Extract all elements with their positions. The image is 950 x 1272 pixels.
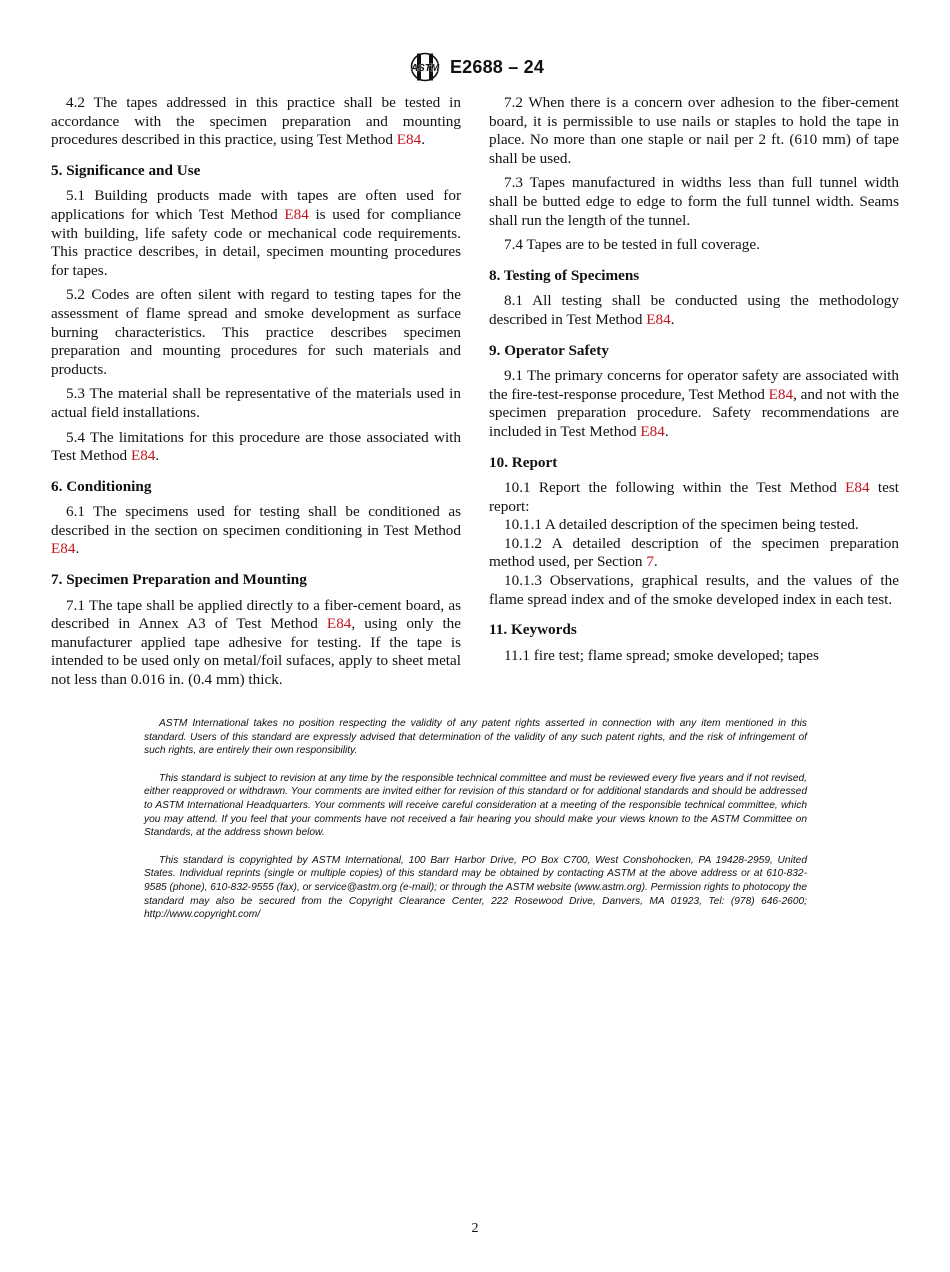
paragraph-5-3: 5.3 The material shall be representative of the materials used in actual field installations.	[51, 385, 461, 421]
right-column	[489, 94, 899, 671]
section-heading-7: 7. Specimen Preparation and Mounting	[51, 571, 307, 589]
reference-link[interactable]: E84	[396, 131, 422, 149]
copyright-notice: This standard is copyrighted by ASTM International, 100 Barr Harbor Drive, PO Box C700, West Conshohocken, PA 19428-2959, United States. Individual reprints (single or multiple copies) of this standard may be obtained by contacting ASTM at the above address or at 610-832-9585 (phone), 610-832-9555 (fax), or service@astm.org (e-mail); or through the ASTM website (www.astm.org). Permission rights to photocopy the standard may also be secured from the Copyright Clearance Center, 222 Rosewood Drive, Danvers, MA 01923, Tel: (978) 646-2600; http://www.copyright.com/	[144, 854, 807, 921]
revision-notice: This standard is subject to revision at any time by the responsible technical committee and must be reviewed every five years and if not revised, either reapproved or withdrawn. Your comments are invited either for revision of this standard or for additional standards and should be addressed to ASTM International Headquarters. Your comments will receive careful consideration at a meeting of the responsible technical committee, which you may attend. If you feel that your comments have not received a fair hearing you should make your views known to the ASTM Committee on Standards, at the address shown below.	[144, 772, 807, 839]
paragraph-5-1: 5.1 Building products made with tapes are often used for applications for which Test Method E84 is used for compliance with building, life safety code or mechanical code requirements. This practice describes, in detail, specimen mounting procedures for tapes.	[51, 187, 461, 279]
section-link[interactable]: 7	[646, 553, 654, 571]
paragraph-10-1: 10.1 Report the following within the Test Method E84 test report:	[489, 479, 899, 515]
reference-link[interactable]: E84	[845, 479, 870, 497]
legal-notices	[144, 717, 807, 936]
section-heading-11: 11. Keywords	[489, 621, 577, 639]
section-heading-6: 6. Conditioning	[51, 477, 152, 495]
paragraph-11-1: 11.1 fire test; flame spread; smoke developed; tapes	[504, 646, 819, 664]
reference-link[interactable]: E84	[768, 385, 794, 403]
paragraph-6-1: 6.1 The specimens used for testing shall be conditioned as described in the section on specimen conditioning in Test Method E84.	[51, 503, 461, 558]
page-header	[0, 52, 950, 87]
reference-link[interactable]: E84	[51, 540, 76, 558]
astm-logo-icon	[406, 52, 444, 82]
section-heading-10: 10. Report	[489, 453, 558, 471]
paragraph-10-1-1: 10.1.1 A detailed description of the specimen being tested.	[504, 516, 859, 534]
paragraph-5-4: 5.4 The limitations for this procedure are those associated with Test Method E84.	[51, 428, 461, 465]
document-id: E2688 – 24	[449, 56, 545, 77]
section-heading-8: 8. Testing of Specimens	[489, 266, 640, 284]
paragraph-10-1-2: 10.1.2 A detailed description of the specimen preparation method used, per Section 7.	[489, 534, 899, 571]
reference-link[interactable]: E84	[130, 447, 156, 465]
reference-link[interactable]: E84	[326, 615, 352, 633]
paragraph-7-2: 7.2 When there is a concern over adhesion to the fiber-cement board, it is permissible to use nails or staples to hold the tape in place. No more than one staple or nail per 2 ft. (610 mm) of tape shall be used.	[489, 94, 899, 167]
logo-text: ASTM	[410, 63, 440, 74]
paragraph-10-1-3: 10.1.3 Observations, graphical results, and the values of the flame spread index and of the smoke developed index in each test.	[489, 572, 899, 608]
reference-link[interactable]: E84	[646, 310, 671, 328]
reference-link[interactable]: E84	[284, 205, 309, 223]
paragraph-7-1: 7.1 The tape shall be applied directly to a fiber-cement board, as described in Annex A3 of Test Method E84, using only the manufacturer applied tape adhesive for testing. If the tape is intended to be used only on metal/foil sufaces, apply to sheet metal not less than 0.016 in. (0.4 mm) thick.	[51, 596, 462, 689]
paragraph-8-1: 8.1 All testing shall be conducted using the methodology described in Test Method E84.	[489, 292, 899, 328]
left-column	[51, 94, 461, 696]
paragraph-7-3: 7.3 Tapes manufactured in widths less than full tunnel width shall be butted edge to edge to form the full tunnel width. Seams shall run the length of the tunnel.	[489, 174, 899, 229]
paragraph-5-2: 5.2 Codes are often silent with regard to testing tapes for the assessment of flame spread and smoke development as surface burning characteristics. This practice describes specimen preparation and mounting procedures for such materials and products.	[51, 286, 461, 378]
patent-notice: ASTM International takes no position respecting the validity of any patent rights asserted in connection with any item mentioned in this standard. Users of this standard are expressly advised that determination of the validity of any such patent rights, and the risk of infringement of such rights, are entirely their own responsibility.	[144, 718, 807, 757]
paragraph-7-4: 7.4 Tapes are to be tested in full coverage.	[504, 236, 760, 254]
section-heading-5: 5. Significance and Use	[51, 161, 201, 179]
reference-link[interactable]: E84	[640, 422, 665, 440]
page-number: 2	[471, 1221, 479, 1236]
section-heading-9: 9. Operator Safety	[489, 341, 609, 359]
paragraph-9-1: 9.1 The primary concerns for operator safety are associated with the fire-test-response procedure, Test Method E84, and not with the specimen preparation procedure. Safety recommendations are included in Test Method E84.	[489, 367, 900, 440]
paragraph-4-2: 4.2 The tapes addressed in this practice shall be tested in accordance with the specimen preparation and mounting procedures described in this practice, using Test Method E84.	[51, 94, 461, 149]
